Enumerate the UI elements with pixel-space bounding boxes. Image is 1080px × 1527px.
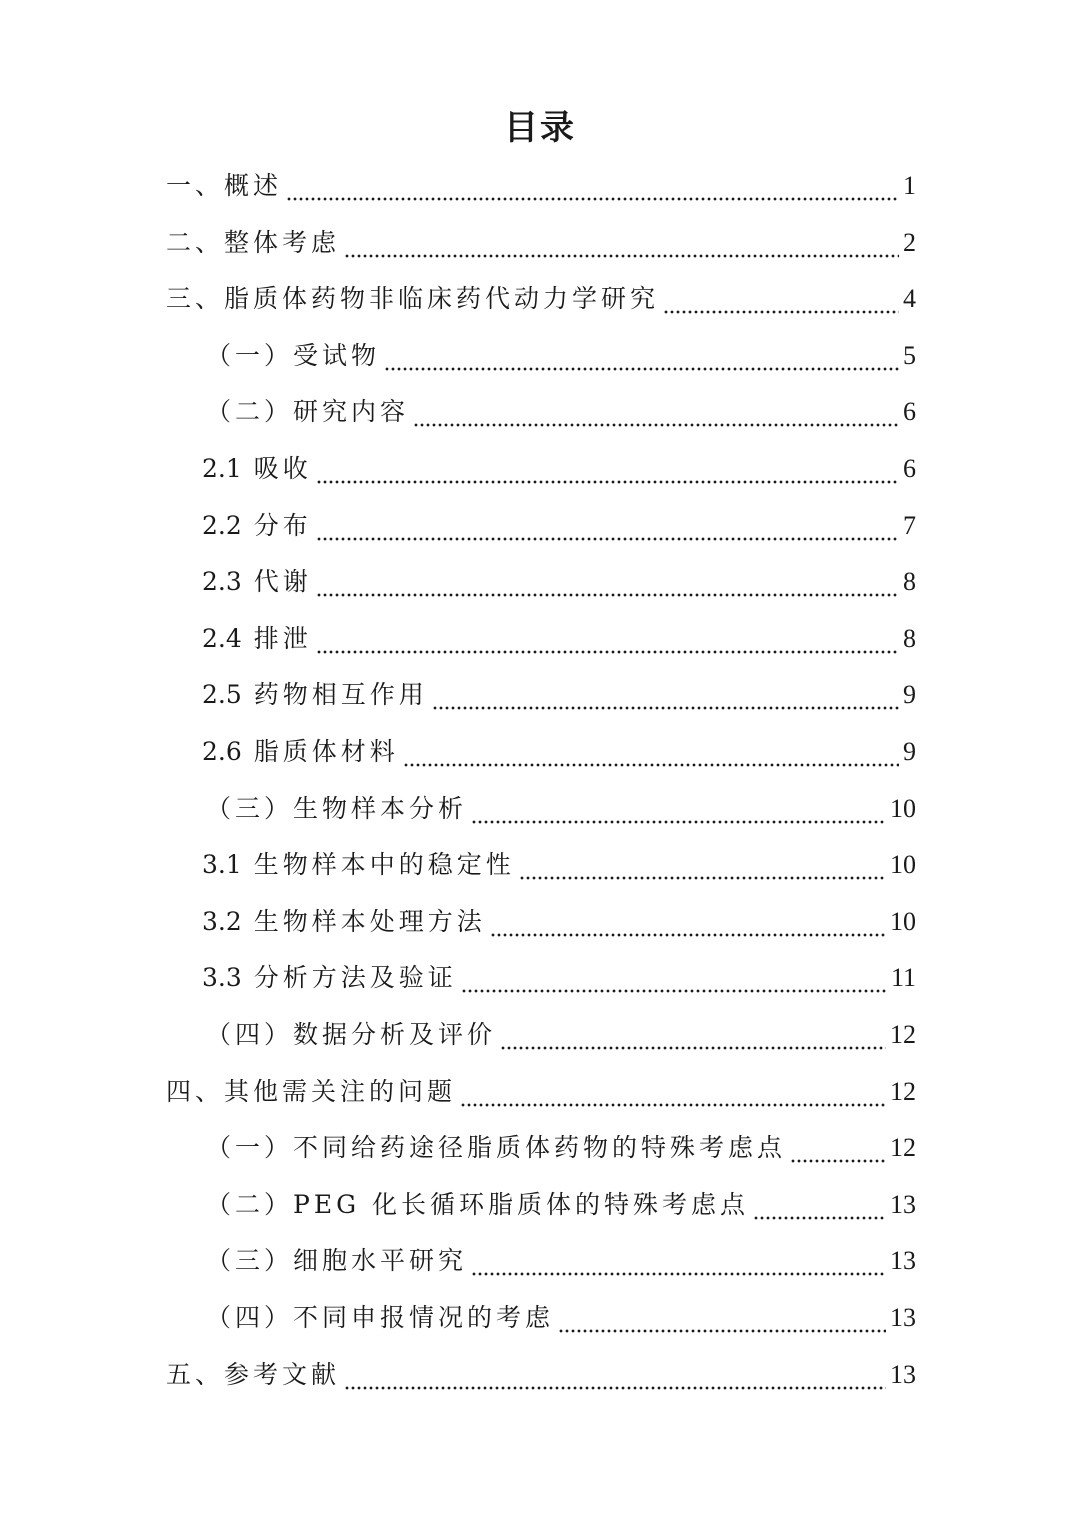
toc-entry[interactable] (202, 894, 916, 950)
toc-dot-leader (753, 1177, 886, 1233)
toc-entry[interactable] (202, 441, 916, 497)
toc-entry[interactable] (206, 1233, 916, 1289)
toc-entry-number: 2.2 (202, 511, 242, 540)
toc-entry-label (202, 724, 399, 780)
toc-dot-leader (471, 1233, 886, 1289)
toc-entry-text: 排泄 (253, 624, 312, 653)
toc-dot-leader (316, 441, 899, 497)
toc-entry[interactable] (202, 667, 916, 723)
toc-entry[interactable] (166, 1064, 916, 1120)
toc-dot-leader (384, 328, 899, 384)
toc-entry[interactable] (202, 950, 916, 1006)
toc-entry-label: 一、概述 (166, 171, 283, 200)
toc-entry-label: 四、其他需关注的问题 (166, 1077, 457, 1106)
toc-entry-number: 2.1 (202, 454, 242, 483)
toc-entry-label (202, 498, 312, 554)
toc-page-number: 9 (903, 680, 916, 709)
toc-title: 目录 (504, 108, 576, 148)
toc-entry-label (202, 611, 312, 667)
toc-dot-leader (663, 271, 899, 327)
toc-entry-text: 生物样本处理方法 (253, 907, 486, 936)
toc-dot-leader (344, 1347, 886, 1403)
toc-entry[interactable] (166, 158, 916, 214)
toc-entry-label: （二）研究内容 (206, 397, 410, 426)
toc-entry-label (202, 894, 486, 950)
toc-entry-label (202, 441, 312, 497)
toc-entry-label: （四）不同申报情况的考虑 (206, 1303, 555, 1332)
toc-entry-number: 2.4 (202, 624, 242, 653)
toc-page-number: 2 (903, 228, 916, 257)
toc-page-number: 12 (890, 1077, 916, 1106)
toc-dot-leader (490, 894, 886, 950)
toc-entry-number: 3.2 (202, 907, 242, 936)
toc-entry-label: （三）生物样本分析 (206, 794, 468, 823)
toc-dot-leader (413, 384, 899, 440)
toc-page-number: 10 (890, 850, 916, 879)
toc-entry-text: 脂质体材料 (253, 737, 399, 766)
toc-entry-number: 2.6 (202, 737, 242, 766)
toc-entry[interactable] (206, 1290, 916, 1346)
toc-entry-label: （二）PEG 化长循环脂质体的特殊考虑点 (206, 1190, 749, 1219)
toc-dot-leader (316, 498, 899, 554)
toc-entry-number: 2.5 (202, 680, 242, 709)
toc-entry-label: （三）细胞水平研究 (206, 1246, 468, 1275)
toc-entry[interactable] (206, 328, 916, 384)
toc-page-number: 8 (903, 567, 916, 596)
toc-entry[interactable] (206, 384, 916, 440)
toc-entry-label (202, 554, 312, 610)
toc-entry[interactable] (206, 1177, 916, 1233)
toc-entry[interactable] (202, 724, 916, 780)
toc-page-number: 10 (890, 907, 916, 936)
toc-page-number: 1 (903, 171, 916, 200)
toc-page-number: 13 (890, 1360, 916, 1389)
toc-dot-leader (432, 667, 899, 723)
toc-page-number: 5 (903, 341, 916, 370)
toc-dot-leader (790, 1120, 886, 1176)
toc-dot-leader (471, 781, 886, 837)
toc-entry[interactable] (166, 1347, 916, 1403)
toc-entry-text: 生物样本中的稳定性 (253, 850, 515, 879)
toc-dot-leader (558, 1290, 886, 1346)
toc-entry-label: （一）不同给药途径脂质体药物的特殊考虑点 (206, 1133, 787, 1162)
toc-page-number: 7 (903, 511, 916, 540)
toc-entry[interactable] (166, 271, 916, 327)
toc-page-number: 11 (890, 963, 916, 992)
toc-entry[interactable] (202, 498, 916, 554)
toc-entry[interactable] (206, 781, 916, 837)
toc-page-number: 13 (890, 1246, 916, 1275)
toc-dot-leader (316, 611, 899, 667)
toc-entry-label (202, 667, 428, 723)
toc-entry[interactable] (206, 1120, 916, 1176)
toc-entry-label (202, 950, 457, 1006)
toc-dot-leader (344, 215, 899, 271)
toc-entry-label: 五、参考文献 (166, 1360, 341, 1389)
toc-entry[interactable] (202, 554, 916, 610)
toc-entry-text: 吸收 (253, 454, 312, 483)
toc-entry-text: 分布 (253, 511, 312, 540)
toc-entry-label: （一）受试物 (206, 341, 381, 370)
toc-page-number: 12 (890, 1020, 916, 1049)
toc-dot-leader (519, 837, 886, 893)
toc-entry-label (202, 837, 515, 893)
toc-entry-label: （四）数据分析及评价 (206, 1020, 497, 1049)
toc-entry[interactable] (206, 1007, 916, 1063)
toc-entry[interactable] (202, 837, 916, 893)
toc-dot-leader (460, 1064, 886, 1120)
toc-page-number: 13 (890, 1303, 916, 1332)
toc-page-number: 6 (903, 397, 916, 426)
toc-entry-label: 三、脂质体药物非临床药代动力学研究 (166, 284, 660, 313)
toc-dot-leader (316, 554, 899, 610)
toc-page-number: 9 (903, 737, 916, 766)
toc-page-number: 10 (890, 794, 916, 823)
toc-dot-leader (286, 158, 899, 214)
toc-page-number: 8 (903, 624, 916, 653)
toc-page-number: 4 (903, 284, 916, 313)
toc-entry-text: 代谢 (253, 567, 312, 596)
toc-entry-number: 2.3 (202, 567, 242, 596)
toc-entry-number: 3.1 (202, 850, 242, 879)
toc-dot-leader (403, 724, 899, 780)
toc-page-number: 6 (903, 454, 916, 483)
toc-page-number: 12 (890, 1133, 916, 1162)
toc-entry-number: 3.3 (202, 963, 242, 992)
toc-dot-leader (461, 950, 887, 1006)
toc-entry-label: 二、整体考虑 (166, 228, 341, 257)
toc-entry-text: 分析方法及验证 (253, 963, 457, 992)
toc-entry[interactable] (166, 215, 916, 271)
toc-dot-leader (500, 1007, 886, 1063)
toc-page-number: 13 (890, 1190, 916, 1219)
toc-entry-text: 药物相互作用 (253, 680, 428, 709)
toc-entry[interactable] (202, 611, 916, 667)
